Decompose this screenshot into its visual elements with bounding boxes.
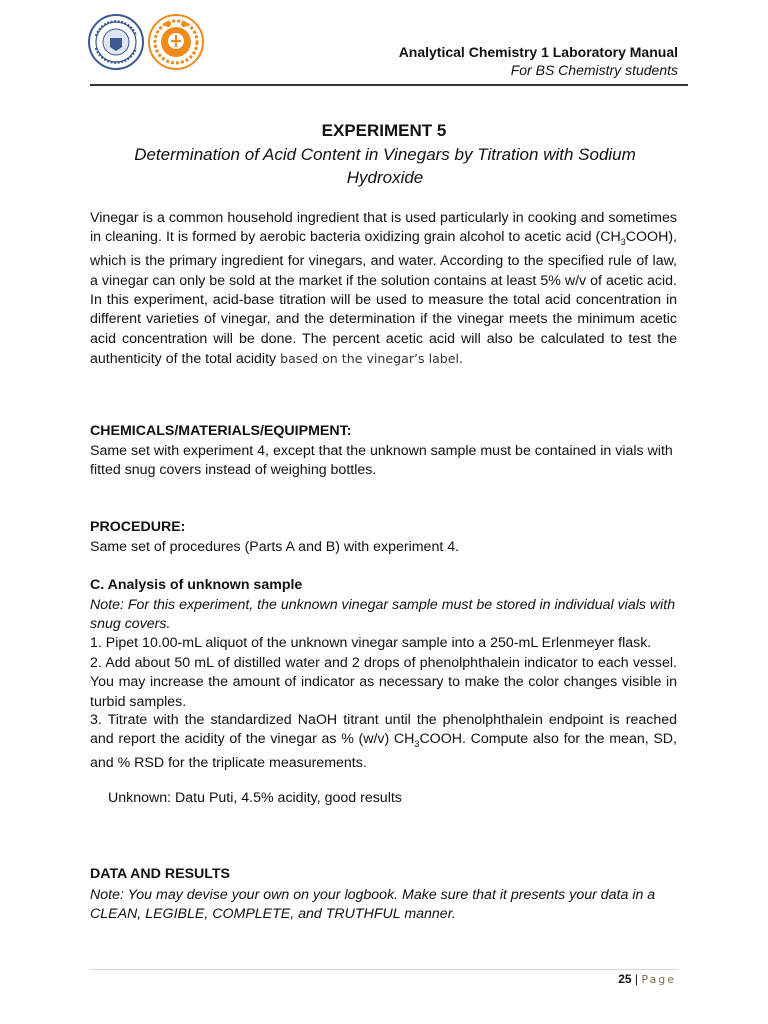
analysis-step-2: 2. Add about 50 mL of distilled water and 2 drops of phenolphthalein indicator to each vessel. You may increase the amount of indicator as necessary to make the color changes visible in turbid samples. <box>90 655 677 710</box>
page-number: 25 <box>618 972 632 986</box>
data-results-heading: DATA AND RESULTS <box>90 866 231 882</box>
procedure-text: Same set of procedures (Parts A and B) with experiment 4. <box>90 539 460 555</box>
page-label: Page <box>641 973 676 986</box>
intro-paragraph: Vinegar is a common household ingredient that is used particularly in cooking and sometimes in cleaning. It is formed by aerobic bacteria oxidizing grain alcohol to acetic acid $(CH_3COOH)$, which is the primary ingredient for vinegars, and water. According to the specified rule of law, a vinegar can only be sold at the market if the solution contains at least 5% w/v of acetic acid. In this experiment, acid-base titration will be used to measure the total acid concentration in different varieties of vinegar, and the determination if the vinegar meets the minimum acetic acid concentration will be done. The percent acetic acid will also be calculated to test the authenticity of the total acidity based on the vinegar’s label. <box>90 210 677 367</box>
analysis-step-1: 1. Pipet 10.00-mL aliquot of the unknown vinegar sample into a 250-mL Erlenmeyer flask. <box>90 635 652 651</box>
materials-heading: CHEMICALS/MATERIALS/EQUIPMENT: <box>90 423 352 439</box>
college-seal-logo <box>148 14 204 70</box>
header-logos <box>88 14 204 70</box>
analysis-step-3: 3. Titrate with the standardized NaOH titrant until the phenolphthalein endpoint is reached and report the acidity of the vinegar as % (w/v) $CH_3COOH$. Compute also for the mean, SD, and % RSD for the triplicate measurements. <box>90 712 677 772</box>
page-separator: | <box>634 972 639 986</box>
procedure-heading: PROCEDURE: <box>90 519 186 535</box>
data-results-note: Note: You may devise your own on your logbook. Make sure that it presents your data in a CLEAN, LEGIBLE, COMPLETE, and TRUTHFUL manner. <box>90 887 656 923</box>
footer-divider <box>90 969 678 970</box>
materials-text: Same set with experiment 4, except that the unknown sample must be contained in vials with fitted snug covers instead of weighing bottles. <box>90 443 673 479</box>
analysis-heading: C. Analysis of unknown sample <box>90 577 303 593</box>
experiment-title: Determination of Acid Content in Vinegars by Titration with Sodium Hydroxide <box>134 145 636 187</box>
header-divider <box>90 84 688 86</box>
unknown-result: Unknown: Datu Puti, 4.5% acidity, good results <box>108 790 402 806</box>
university-seal-logo <box>88 14 144 70</box>
analysis-note: Note: For this experiment, the unknown vinegar sample must be stored in individual vials with snug covers. <box>90 597 676 633</box>
experiment-number: EXPERIMENT 5 <box>321 121 447 140</box>
manual-title: Analytical Chemistry 1 Laboratory Manual <box>398 44 678 60</box>
page-footer <box>618 972 676 986</box>
manual-subtitle: For BS Chemistry students <box>510 62 678 78</box>
